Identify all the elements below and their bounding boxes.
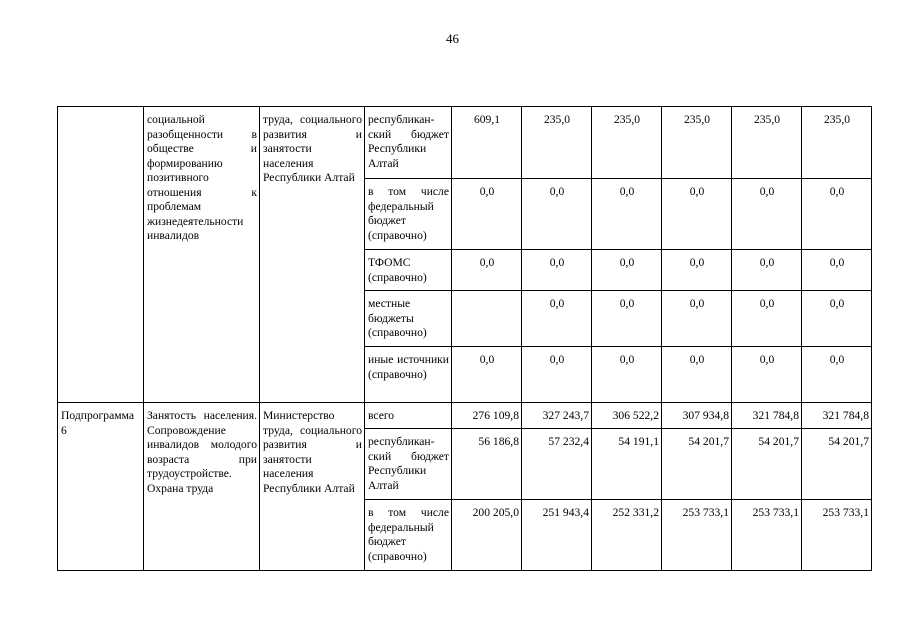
value-cell: 327 243,7 (522, 403, 592, 429)
value-cell: 251 943,4 (522, 500, 592, 571)
program-label-cell: Подпрограмма 6 (58, 403, 144, 571)
value-cell: 253 733,1 (662, 500, 732, 571)
value-cell: 0,0 (662, 250, 732, 291)
page-number: 46 (446, 31, 459, 46)
value-cell: 0,0 (662, 291, 732, 347)
funding-source-cell: в том числе федеральный бюджет (справочно) (365, 179, 452, 250)
value-cell: 0,0 (732, 179, 802, 250)
table-row (58, 403, 872, 429)
value-cell: 0,0 (592, 250, 662, 291)
value-cell: 54 201,7 (662, 429, 732, 500)
value-cell: 276 109,8 (452, 403, 522, 429)
measure-name-cell: социальной разобщенности в обществе и формированию позитивного отношения к проблемам жизнедеятельности инвалидов (144, 107, 260, 403)
value-cell: 0,0 (592, 179, 662, 250)
value-cell: 306 522,2 (592, 403, 662, 429)
value-cell: 0,0 (452, 179, 522, 250)
value-cell: 0,0 (732, 291, 802, 347)
funding-source-cell: в том числе федеральный бюджет (справочно) (365, 500, 452, 571)
value-cell: 0,0 (452, 347, 522, 403)
value-cell: 56 186,8 (452, 429, 522, 500)
value-cell: 0,0 (802, 250, 872, 291)
program-label-cell (58, 107, 144, 403)
value-cell: 0,0 (662, 179, 732, 250)
value-cell: 321 784,8 (802, 403, 872, 429)
value-cell: 235,0 (592, 107, 662, 179)
funding-source-cell: республикан-ский бюджет Республики Алтай (365, 107, 452, 179)
value-cell: 0,0 (592, 347, 662, 403)
table-row (58, 107, 872, 179)
value-cell: 307 934,8 (662, 403, 732, 429)
value-cell: 0,0 (662, 347, 732, 403)
value-cell: 0,0 (732, 347, 802, 403)
value-cell: 235,0 (662, 107, 732, 179)
value-cell: 235,0 (522, 107, 592, 179)
value-cell: 54 191,1 (592, 429, 662, 500)
value-cell: 0,0 (802, 179, 872, 250)
executor-cell: Министерство труда, социального развития и занятости населения Республики Алтай (260, 403, 365, 571)
funding-source-cell: ТФОМС (справочно) (365, 250, 452, 291)
funding-source-cell: иные источники (справочно) (365, 347, 452, 403)
value-cell: 321 784,8 (732, 403, 802, 429)
budget-table (57, 106, 872, 571)
value-cell: 54 201,7 (732, 429, 802, 500)
value-cell: 200 205,0 (452, 500, 522, 571)
value-cell: 235,0 (732, 107, 802, 179)
funding-source-cell: всего (365, 403, 452, 429)
executor-cell: труда, социального развития и занятости населения Республики Алтай (260, 107, 365, 403)
measure-name-cell: Занятость населения. Сопровождение инвалидов молодого возраста при трудоустройстве. Охрана труда (144, 403, 260, 571)
value-cell: 0,0 (732, 250, 802, 291)
value-cell (452, 291, 522, 347)
value-cell: 609,1 (452, 107, 522, 179)
value-cell: 0,0 (522, 291, 592, 347)
value-cell: 253 733,1 (802, 500, 872, 571)
value-cell: 0,0 (802, 347, 872, 403)
value-cell: 57 232,4 (522, 429, 592, 500)
value-cell: 235,0 (802, 107, 872, 179)
value-cell: 253 733,1 (732, 500, 802, 571)
value-cell: 0,0 (522, 179, 592, 250)
value-cell: 0,0 (522, 347, 592, 403)
value-cell: 0,0 (522, 250, 592, 291)
value-cell: 0,0 (802, 291, 872, 347)
funding-source-cell: республикан-ский бюджет Республики Алтай (365, 429, 452, 500)
value-cell: 0,0 (452, 250, 522, 291)
value-cell: 252 331,2 (592, 500, 662, 571)
funding-source-cell: местные бюджеты (справочно) (365, 291, 452, 347)
value-cell: 0,0 (592, 291, 662, 347)
value-cell: 54 201,7 (802, 429, 872, 500)
